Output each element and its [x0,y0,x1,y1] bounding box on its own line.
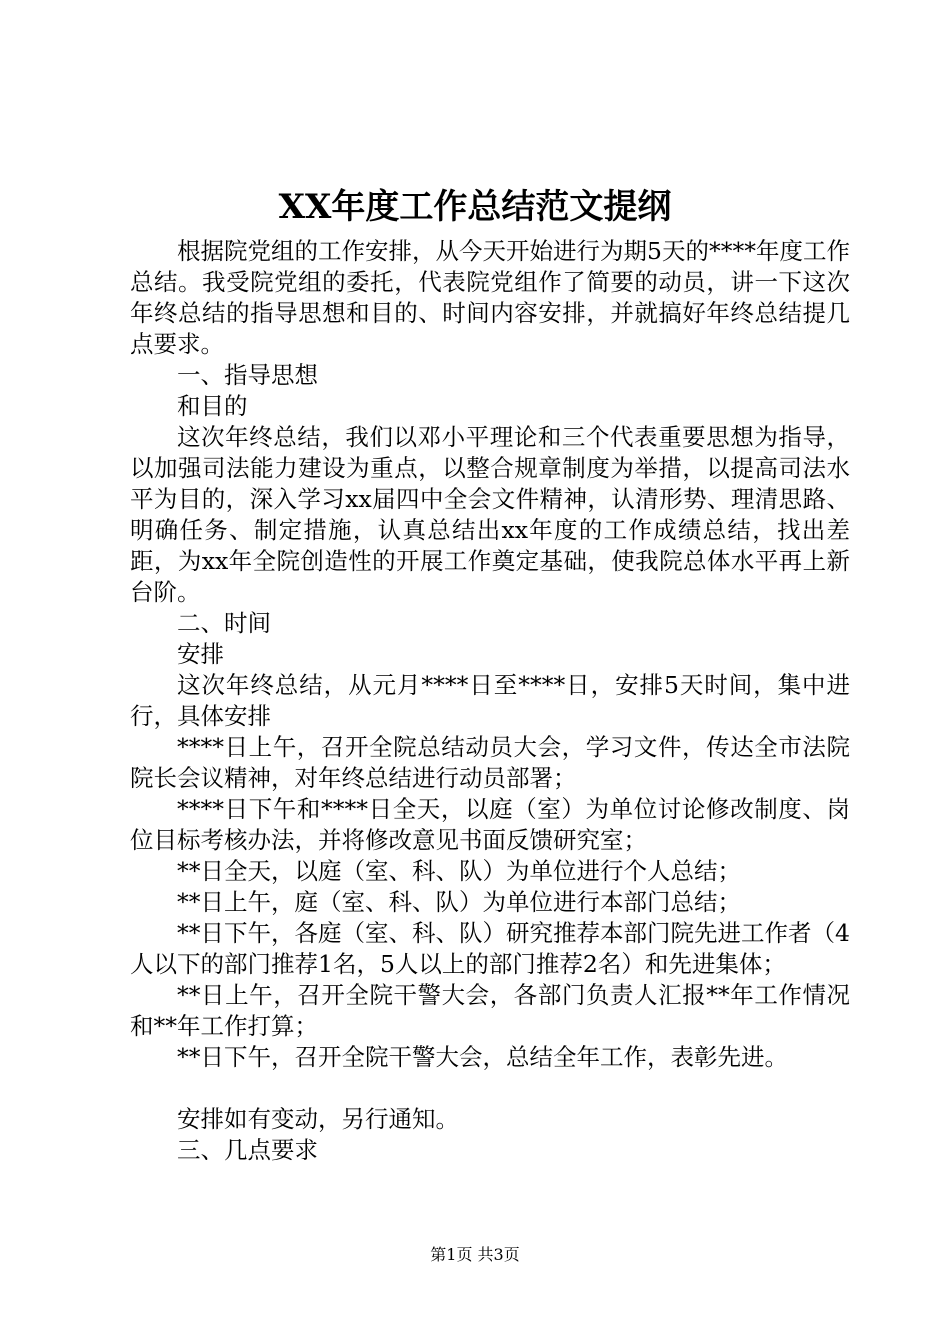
section-heading-3: 三、几点要求 [177,1136,318,1164]
schedule-item: ****日下午和****日全天，以庭（室）为单位讨论修改制度、岗位目标考核办法，并将修改意见书面反馈研究室； [130,795,850,854]
paragraph-intro: 根据院党组的工作安排，从今天开始进行为期5天的****年度工作总结。我受院党组的委托，代表院党组作了简要的动员，讲一下这次年终总结的指导思想和目的、时间内容安排，并就搞好年终总结提几点要求。 [130,237,850,358]
paragraph-schedule: 这次年终总结，从元月****日至****日，安排5天时间，集中进行，具体安排 [130,671,850,730]
schedule-item: ****日上午，召开全院总结动员大会，学习文件，传达全市法院院长会议精神，对年终总结进行动员部署； [130,733,850,792]
schedule-item: **日下午，各庭（室、科、队）研究推荐本部门院先进工作者（4人以下的部门推荐1名，5人以上的部门推荐2名）和先进集体； [130,919,850,978]
schedule-item: **日下午，召开全院干警大会，总结全年工作，表彰先进。 [177,1043,788,1071]
schedule-item: **日全天，以庭（室、科、队）为单位进行个人总结； [177,857,741,885]
blank-line [130,1073,850,1104]
schedule-item: **日上午，召开全院干警大会，各部门负责人汇报**年工作情况和**年工作打算； [130,981,850,1040]
schedule-item: **日上午，庭（室、科、队）为单位进行本部门总结； [177,888,741,916]
paragraph-notice: 安排如有变动，另行通知。 [177,1105,459,1133]
section-heading-1: 一、指导思想 [177,361,318,389]
section-heading-2: 二、时间 [177,609,271,637]
document-title: XX年度工作总结范文提纲 [278,187,672,227]
section-heading-1-cont: 和目的 [177,392,248,420]
paragraph-guidance: 这次年终总结，我们以邓小平理论和三个代表重要思想为指导，以加强司法能力建设为重点，以整合规章制度为举措，以提高司法水平为目的，深入学习xx届四中全会文件精神，认清形势、理清思路、明确任务、制定措施，认真总结出xx年度的工作成绩总结，找出差距，为xx年全院创造性的开展工作奠定基础，使我院总体水平再上新台阶。 [130,423,850,606]
document-body [130,236,850,1166]
page-footer: 第1页 共3页 [430,1245,520,1264]
section-heading-2-cont: 安排 [177,640,224,668]
